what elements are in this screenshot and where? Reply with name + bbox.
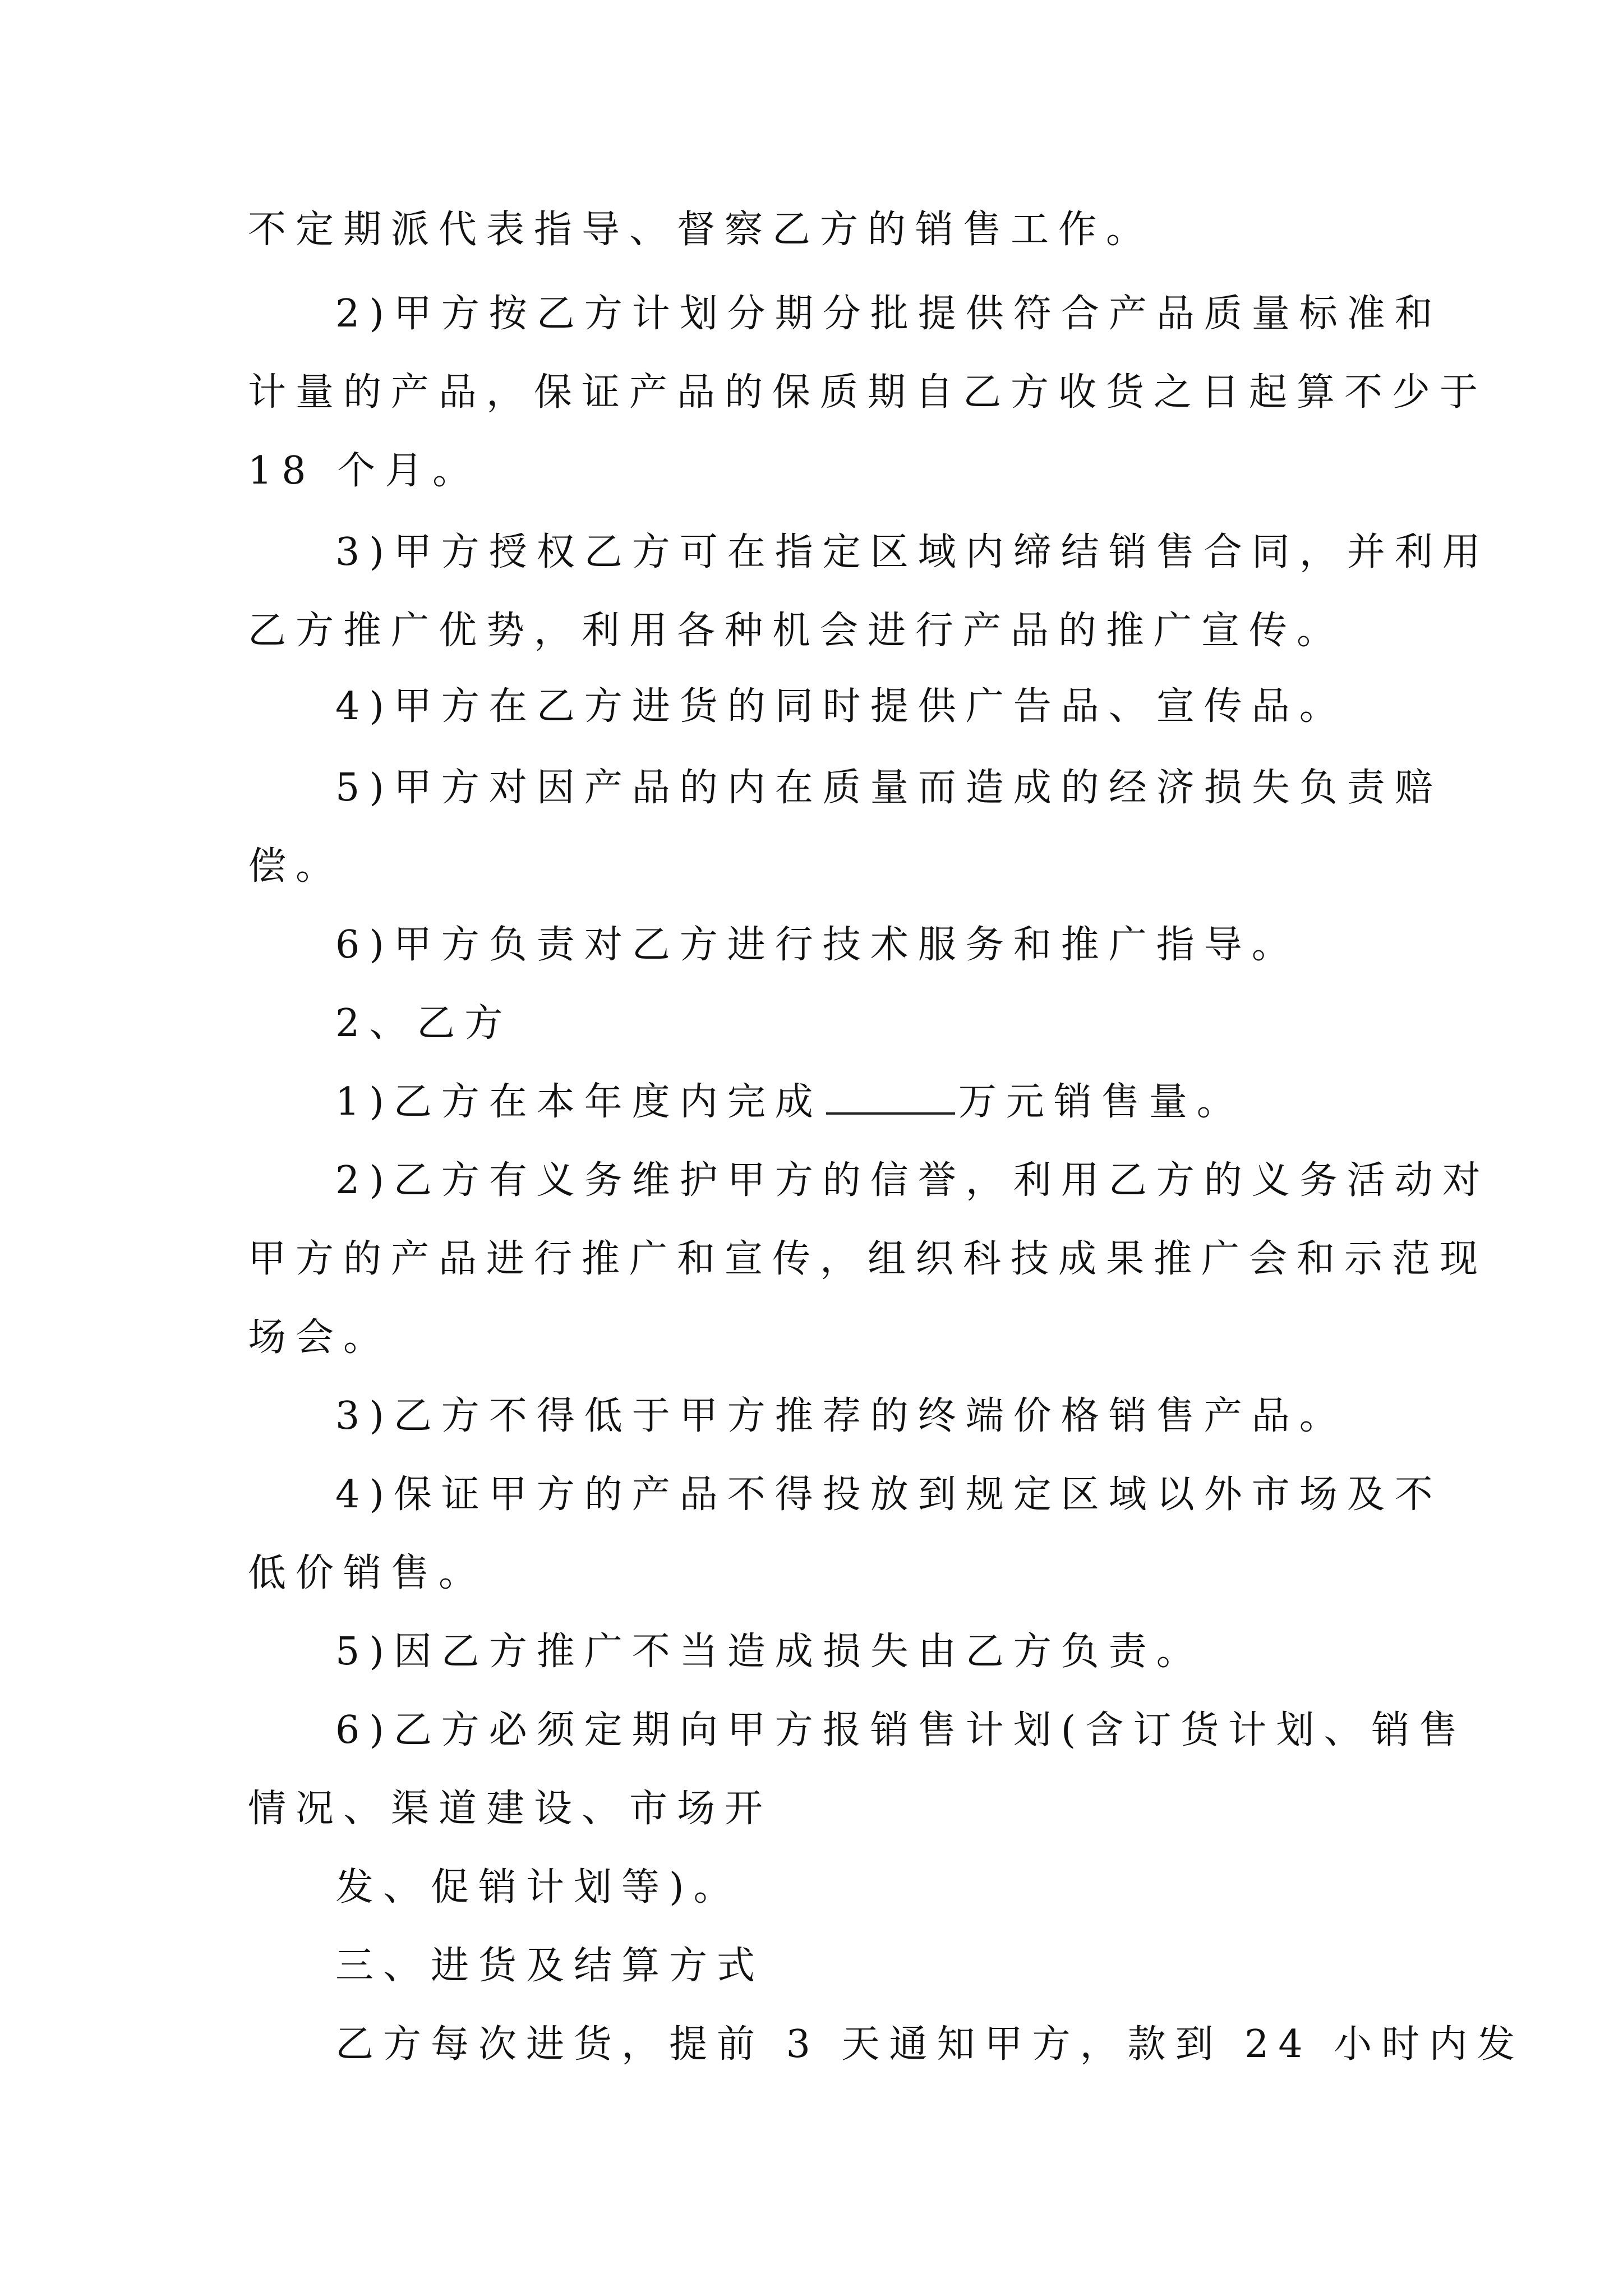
text-line: 3)甲方授权乙方可在指定区域内缔结销售合同，并利用	[335, 530, 1490, 574]
text-line: 6)甲方负责对乙方进行技术服务和推广指导。	[335, 923, 1299, 967]
text-line: 5)甲方对因产品的内在质量而造成的经济损失负责赔	[335, 766, 1442, 810]
fill-in-blank[interactable]	[826, 1073, 955, 1115]
text-line: 发、促销计划等)。	[335, 1865, 741, 1910]
text-line: 场会。	[248, 1315, 391, 1360]
text-line-with-blank	[335, 1071, 1392, 1133]
text-line: 计量的产品，保证产品的保质期自乙方收货之日起算不少于	[248, 370, 1488, 415]
text-line: 4)甲方在乙方进货的同时提供广告品、宣传品。	[335, 684, 1347, 729]
text-line: 不定期派代表指导、督察乙方的销售工作。	[248, 208, 1154, 252]
text-line: 偿。	[248, 844, 344, 889]
text-segment: 1)乙方在本年度内完成	[335, 1080, 823, 1124]
text-line: 乙方每次进货，提前 3 天通知甲方，款到 24 小时内发	[335, 2022, 1525, 2067]
text-line: 甲方的产品进行推广和宣传，组织科技成果推广会和示范现	[248, 1237, 1488, 1281]
text-line: 3)乙方不得低于甲方推荐的终端价格销售产品。	[335, 1394, 1347, 1438]
text-line: 6)乙方必须定期向甲方报销售计划(含订货计划、销售	[335, 1708, 1467, 1752]
text-segment: 万元销售量。	[958, 1080, 1244, 1124]
text-line: 2)甲方按乙方计划分期分批提供符合产品质量标准和	[335, 292, 1442, 336]
text-line: 情况、渠道建设、市场开	[248, 1787, 773, 1831]
text-line: 乙方推广优势，利用各种机会进行产品的推广宣传。	[248, 609, 1345, 653]
text-line: 低价销售。	[248, 1551, 487, 1595]
text-line: 5)因乙方推广不当造成损失由乙方负责。	[335, 1630, 1204, 1674]
text-line: 18 个月。	[248, 449, 481, 493]
text-line: 4)保证甲方的产品不得投放到规定区域以外市场及不	[335, 1473, 1442, 1517]
section-heading: 三、进货及结算方式	[335, 1944, 765, 1988]
text-line: 2)乙方有义务维护甲方的信誉，利用乙方的义务活动对	[335, 1158, 1490, 1203]
section-heading: 2、乙方	[335, 1001, 513, 1046]
